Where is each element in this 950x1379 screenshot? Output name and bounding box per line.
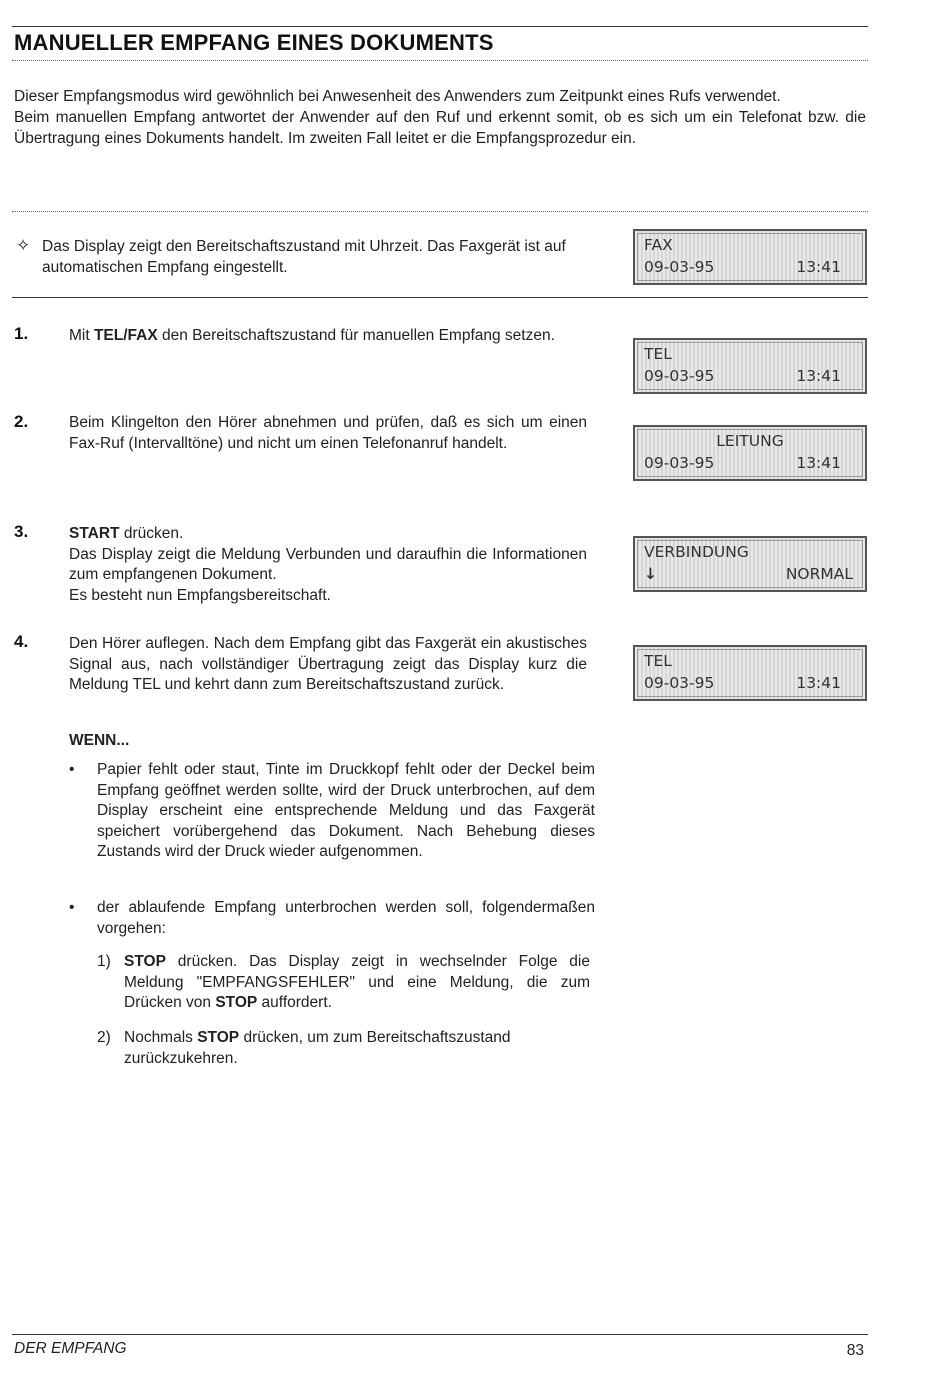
- lcd-line1: TEL: [644, 345, 672, 363]
- stop-key-3: STOP: [197, 1029, 240, 1046]
- sub-step-2-text: [124, 1028, 590, 1069]
- lcd-time: 13:41: [796, 674, 841, 692]
- lcd-display-verbindung: [633, 536, 867, 592]
- arrow-down-icon: ↓: [644, 565, 657, 583]
- title-underline: [12, 60, 868, 61]
- lcd-date: 09-03-95: [644, 454, 715, 472]
- sparkle-icon: ✧: [16, 236, 31, 255]
- lcd-date: 09-03-95: [644, 674, 715, 692]
- step-1-text: [69, 326, 587, 347]
- sub-step-1-number: 1): [97, 953, 111, 970]
- step-4-number: 4.: [14, 632, 29, 651]
- step-1-pre: Mit: [69, 327, 94, 344]
- sub-step-1-text: [124, 952, 590, 1014]
- lcd-time: 13:41: [796, 258, 841, 276]
- step-3-line3: Es besteht nun Empfangsbereitschaft.: [69, 586, 331, 604]
- wenn-bullet-1-text: Papier fehlt oder staut, Tinte im Druckkopf fehlt oder der Deckel beim Empfang geöffnet werden sollte, wird der Druck unterbrochen, auf dem Display erscheint eine entsprechende Meldung und das Faxgerät speichert vorübergehend das Dokument. Nach Behebung dieses Zustands wird der Druck wieder aufgenommen.: [97, 761, 595, 860]
- sub-step-2-rest: drücken, um zum Bereitschaftszustand zurückzukehren.: [124, 1029, 511, 1067]
- intro-text: [14, 86, 866, 149]
- step-1-rest: den Bereitschaftszustand für manuellen Empfang setzen.: [157, 327, 555, 344]
- sub-step-1-mid: drücken. Das Display zeigt in wechselnder Folge die Meldung "EMPFANGSFEHLER" und eine Meldung, die zum Drücken von: [124, 953, 590, 1011]
- bullet-icon: •: [69, 761, 75, 778]
- sub-step-1-end: auffordert.: [257, 994, 332, 1011]
- step-3-text: [69, 524, 587, 606]
- section-divider-2: [12, 297, 868, 298]
- footer-rule: [12, 1334, 868, 1335]
- wenn-heading: WENN...: [69, 732, 130, 749]
- step-3-line2: Das Display zeigt die Meldung Verbunden und daraufhin die Informationen zum empfangenen Dokument.: [69, 545, 587, 583]
- bullet-icon: •: [69, 899, 75, 916]
- lcd-date: 09-03-95: [644, 258, 715, 276]
- step-4-text: Den Hörer auflegen. Nach dem Empfang gibt das Faxgerät ein akustisches Signal aus, nach vollständiger Übertragung zeigt das Display kurz die Meldung TEL und kehrt dann zum Bereitschaftszustand zurück.: [69, 635, 587, 693]
- page-title: MANUELLER EMPFANG EINES DOKUMENTS: [14, 30, 494, 55]
- lcd-line1: LEITUNG: [716, 432, 784, 450]
- lcd-display-tel: [633, 338, 867, 394]
- wenn-bullet-1: [69, 760, 595, 863]
- top-rule: [12, 26, 868, 27]
- step-2-number: 2.: [14, 412, 29, 431]
- lcd-time: 13:41: [796, 454, 841, 472]
- wenn-bullet-2: [69, 898, 595, 939]
- section-divider-1: [12, 211, 868, 212]
- lcd-time: 13:41: [796, 367, 841, 385]
- step-1-key: TEL/FAX: [93, 327, 158, 344]
- step-2-text: Beim Klingelton den Hörer abnehmen und prüfen, daß es sich um einen Fax-Ruf (Intervalltöne) und nicht um einen Telefonanruf handelt.: [69, 414, 587, 452]
- lcd-line1: TEL: [644, 652, 672, 670]
- wenn-bullet-2-text: der ablaufende Empfang unterbrochen werden soll, folgendermaßen vorgehen:: [97, 899, 595, 937]
- sub-step-2-pre: Nochmals: [124, 1029, 198, 1046]
- intro-paragraph-2: Beim manuellen Empfang antwortet der Anwender auf den Ruf und erkennt somit, ob es sich um ein Telefonat bzw. die Übertragung eines Dokuments handelt. Im zweiten Fall leitet er die Empfangsprozedur ein.: [14, 109, 866, 147]
- lcd-line1: FAX: [644, 236, 673, 254]
- lcd-display-leitung: [633, 425, 867, 481]
- lcd-date: 09-03-95: [644, 367, 715, 385]
- stop-key-2: STOP: [215, 994, 258, 1011]
- page-number: 83: [846, 1342, 864, 1359]
- step-1-number: 1.: [14, 324, 29, 343]
- lcd-display-standby: [633, 229, 867, 285]
- step-3-key: START: [69, 525, 120, 542]
- intro-paragraph-1: Dieser Empfangsmodus wird gewöhnlich bei Anwesenheit des Anwenders zum Zeitpunkt eines Rufs verwendet.: [14, 88, 781, 105]
- step-3-rest: drücken.: [119, 525, 184, 542]
- stop-key-1: STOP: [124, 953, 166, 970]
- lcd-mode: NORMAL: [785, 565, 853, 583]
- footer-section: DER EMPFANG: [14, 1340, 127, 1357]
- standby-note: Das Display zeigt den Bereitschaftszustand mit Uhrzeit. Das Faxgerät ist auf automatischen Empfang eingestellt.: [42, 238, 566, 276]
- step-3-number: 3.: [14, 522, 29, 541]
- lcd-line1: VERBINDUNG: [644, 543, 749, 561]
- lcd-display-tel-return: [633, 645, 867, 701]
- sub-step-2-number: 2): [97, 1029, 111, 1046]
